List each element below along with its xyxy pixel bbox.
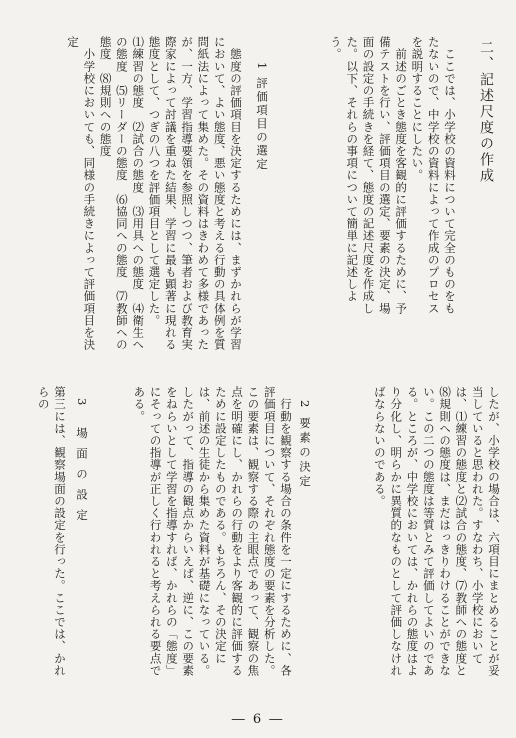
page-number: ― 6 ― <box>231 712 285 727</box>
element-decision-text <box>116 386 294 680</box>
continuation-text <box>312 386 502 680</box>
paragraph: ここでは、小学校の資料について完全のものをもたないので、中学校の資料によって作成のプロセスを説明することにしたい。 <box>410 36 457 315</box>
paragraph: 小学校においても、同様の手続きによって評価項目を決定 <box>66 36 97 351</box>
scene-setting-text <box>24 386 68 680</box>
paragraph: 前述のごとき態度を客観的に評価するために、予備テストを行い、評価項目の選定、要素の決定、場面の設定の手続きを経て、態度の記述尺度を作成した。以下、それらの事項について簡単に記述しよう。 <box>328 36 409 315</box>
attitude-list: ⑴練習の態度 ⑵試合の態度 ⑶用具への態度 ⑷衛生への態度 ⑸リーダーの態度 ⑹協同への態度 ⑺教師への態度 ⑻規則への態度 <box>98 36 146 351</box>
subheading-element-decision: 2 要素の決定 <box>298 400 312 490</box>
paragraph: 第三には、観察場面の設定を行った。ここでは、かれらの <box>36 386 67 677</box>
paragraph: したが、小学校の場合は、六項目にまとめることが妥当していると思われた。すなわち、小学校においては、⑴練習の態度と⑵試合の態度、⑺教師への態度と⑻規則への態度は、まだはっきりわけることができない。この二つの態度は等質とみて評価してよいのである。ところが、中学校においては、かれらの態度はより分化し、明らかに異質的なものとして評価しなければならないのである。 <box>372 386 501 677</box>
paragraph: 態度の評価項目を決定するためには、まずかれらが学習において、よい態度、悪い態度と考える行動の具体例を質問紙法によって集めた。その資料はきわめて多様であったが、一方、学習指導要領を参照しつつ、筆者および教育実際家によって討議を重ねた結果、学習に最も顕著に現れる態度として、つぎの八つを評価項目として選定した。 <box>147 36 243 351</box>
item-selection-text <box>24 36 244 356</box>
intro-text <box>288 36 458 322</box>
section-heading: 二、記述尺度の作成 <box>478 40 494 184</box>
subheading-item-selection: 1 評価項目の選定 <box>255 62 269 172</box>
subheading-scene-setting: 3 場面の設定 <box>75 398 89 530</box>
paragraph: 行動を観察する場合の条件を一定にするために、各評価項目について、それぞれ態度の要素を分析した。この要素は、観察する際の主眼点であって、観察の焦点を明確にし、かれらの行動をより客観的に評価するために設定したものである。もちろん、その決定には、前述の生徒から集めた資料が基礎になっている。したがって、指導の観点からいえば、逆に、この要素をねらいとして学習を指導すれば、かれらの「態度」にそっての指導が正しく行われると考えられる要点である。 <box>132 386 293 677</box>
